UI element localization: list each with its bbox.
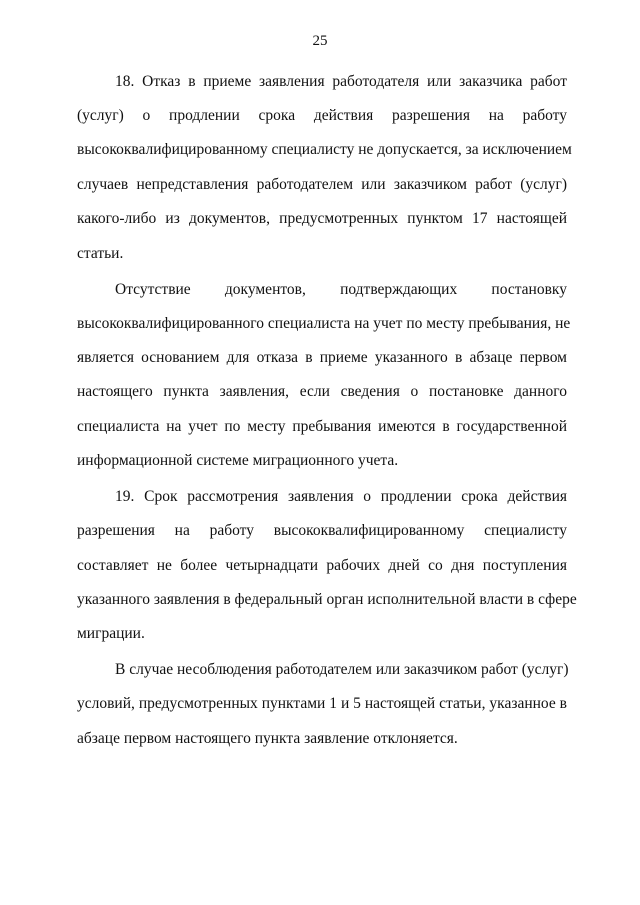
text-line: миграции. (77, 625, 145, 642)
text-line: (услуг) о продлении срока действия разрешения на работу (77, 107, 567, 124)
text-line: какого-либо из документов, предусмотренных пунктом 17 настоящей (77, 210, 567, 227)
text-line: разрешения на работу высококвалифицированному специалисту (77, 522, 567, 539)
text-line: статьи. (77, 245, 124, 262)
text-line: абзаце первом настоящего пункта заявление отклоняется. (77, 730, 458, 747)
text-line: указанного заявления в федеральный орган исполнительной власти в сфере (77, 591, 577, 608)
text-line: Отсутствие документов, подтверждающих постановку (115, 281, 567, 298)
text-line: условий, предусмотренных пунктами 1 и 5 настоящей статьи, указанное в (77, 695, 567, 712)
text-line: составляет не более четырнадцати рабочих дней со дня поступления (77, 557, 567, 574)
text-line: информационной системе миграционного учета. (77, 452, 399, 469)
text-line: 18. Отказ в приеме заявления работодателя или заказчика работ (115, 73, 567, 90)
text-line: случаев непредставления работодателем или заказчиком работ (услуг) (77, 176, 567, 193)
text-line: специалиста на учет по месту пребывания имеются в государственной (77, 418, 567, 435)
page-number: 25 (312, 33, 328, 49)
text-line: настоящего пункта заявления, если сведения о постановке данного (77, 383, 567, 400)
text-line: высококвалифицированному специалисту не допускается, за исключением (77, 141, 572, 158)
text-line: 19. Срок рассмотрения заявления о продлении срока действия (115, 488, 567, 505)
text-line: В случае несоблюдения работодателем или заказчиком работ (услуг) (115, 661, 569, 678)
text-line: высококвалифицированного специалиста на учет по месту пребывания, не (77, 315, 571, 332)
text-line: является основанием для отказа в приеме указанного в абзаце первом (77, 349, 567, 366)
